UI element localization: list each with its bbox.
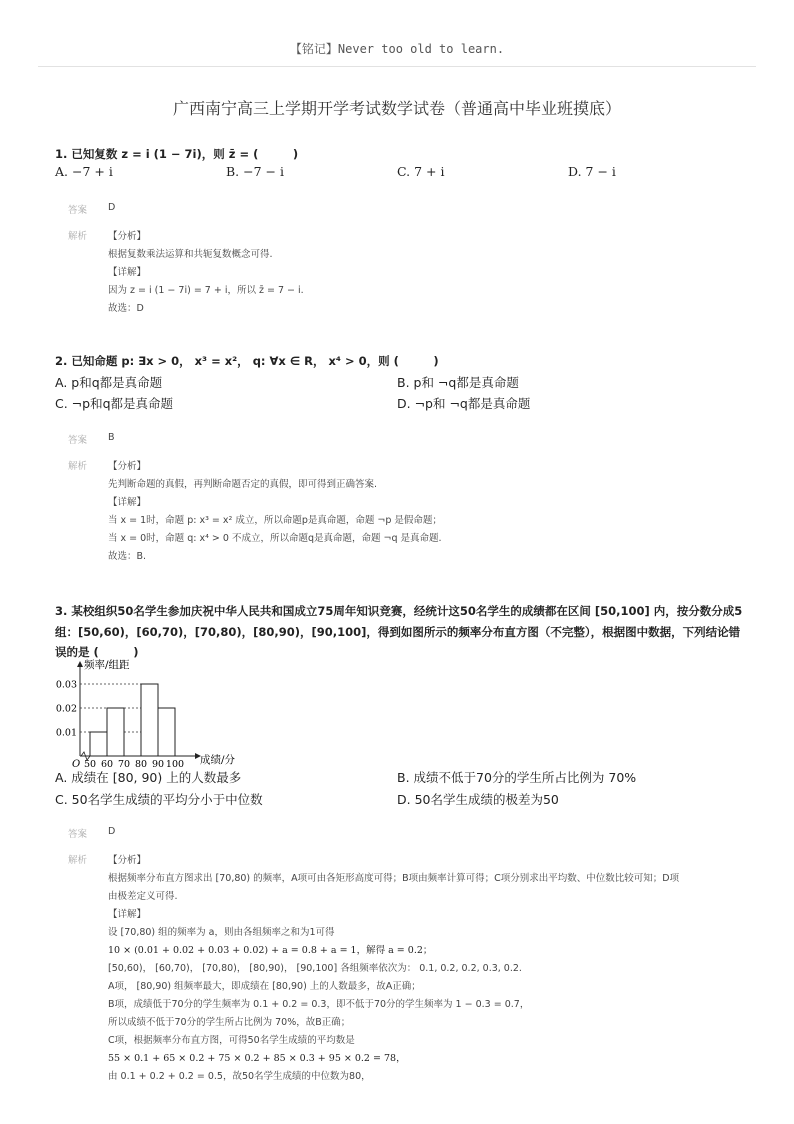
q3-stem-line: 组：[50,60)，[60,70)，[70,80)，[80,90)，[90,100]，得到如图所示的频率分布直方图（不完整），根据图中数据，下列结论错 bbox=[55, 625, 741, 639]
q1-analysis-line: 因为 z = i (1 − 7i) = 7 + i，所以 z̄ = 7 − i. bbox=[108, 285, 304, 296]
q2-analysis-line: 当 x = 1时，命题 p: x³ = x² 成立，所以命题p是真命题，命题 ¬p 是假命题； bbox=[108, 515, 442, 526]
q2-option-a: A. p和q都是真命题 bbox=[55, 375, 163, 390]
q3-analysis-line: 10 × (0.01 + 0.02 + 0.03 + 0.02) + a = 0.8 + a = 1，解得 a = 0.2； bbox=[108, 945, 433, 956]
q3-analysis-line: [50,60)， [60,70)， [70,80)， [80,90)， [90,100] 各组频率依次为： 0.1, 0.2, 0.2, 0.3, 0.2. bbox=[108, 963, 522, 974]
header-divider bbox=[38, 66, 756, 67]
q1-analysis-line: 【分析】 bbox=[108, 231, 147, 242]
q3-stem-line: 误的是 ( ) bbox=[55, 645, 139, 659]
q3-option-a: A. 成绩在 [80, 90) 上的人数最多 bbox=[55, 770, 242, 785]
histogram-bar bbox=[107, 708, 124, 756]
q3-answer-label: 答案 bbox=[68, 829, 88, 840]
q3-analysis-line: 所以成绩不低于70分的学生所占比例为 70%，故B正确； bbox=[108, 1017, 351, 1028]
origin-label: O bbox=[72, 759, 81, 768]
histogram-bar bbox=[90, 732, 107, 756]
q2-option-b: B. p和 ¬q都是真命题 bbox=[397, 375, 519, 390]
histogram-bar bbox=[141, 684, 158, 756]
q3-analysis-line: 【详解】 bbox=[108, 909, 147, 920]
q3-analysis-line: 【分析】 bbox=[108, 855, 147, 866]
x-tick-label: 50 bbox=[83, 759, 97, 768]
q1-option-c: C. 7 + i bbox=[397, 164, 445, 179]
q1-answer: D bbox=[108, 202, 116, 213]
histogram-bar bbox=[158, 708, 175, 756]
histogram-chart bbox=[50, 656, 265, 768]
x-tick-label: 80 bbox=[134, 759, 148, 768]
y-tick-label: 0.03 bbox=[55, 679, 77, 691]
q3-option-b: B. 成绩不低于70分的学生所占比例为 70% bbox=[397, 770, 637, 785]
q2-stem: 2. 已知命题 p: ∃x > 0， x³ = x²， q: ∀x ∈ R， x⁴ > 0，则 ( ) bbox=[55, 354, 439, 368]
q3-answer: D bbox=[108, 826, 116, 837]
header-motto: 【铭记】Never too old to learn. bbox=[289, 42, 505, 56]
q2-analysis-line: 故选：B. bbox=[108, 551, 147, 562]
q3-option-d: D. 50名学生成绩的极差为50 bbox=[397, 792, 559, 807]
q1-analysis-line: 【详解】 bbox=[108, 267, 147, 278]
q1-analysis-label: 解析 bbox=[68, 231, 88, 242]
q3-analysis-label: 解析 bbox=[68, 855, 88, 866]
page-title: 广西南宁高三上学期开学考试数学试卷（普通高中毕业班摸底） bbox=[172, 99, 621, 118]
x-tick-label: 90 bbox=[151, 759, 165, 768]
x-axis-label: 成绩/分 bbox=[200, 754, 236, 766]
q3-analysis-line: C项，根据频率分布直方图，可得50名学生成绩的平均数是 bbox=[108, 1035, 355, 1046]
q1-option-a: A. −7 + i bbox=[55, 164, 113, 179]
y-axis-label: 频率/组距 bbox=[84, 659, 130, 671]
q3-analysis-line: 由 0.1 + 0.2 + 0.2 = 0.5，故50名学生成绩的中位数为80， bbox=[108, 1071, 371, 1082]
q1-option-b: B. −7 − i bbox=[226, 164, 284, 179]
q2-analysis-label: 解析 bbox=[68, 461, 88, 472]
q3-analysis-line: A项， [80,90) 组频率最大，即成绩在 [80,90) 上的人数最多，故A正确； bbox=[108, 981, 421, 992]
q3-analysis-line: B项，成绩低于70分的学生频率为 0.1 + 0.2 = 0.3，即不低于70分的学生频率为 1 − 0.3 = 0.7， bbox=[108, 999, 530, 1010]
x-tick-label: 100 bbox=[165, 759, 185, 768]
q3-stem-line: 3. 某校组织50名学生参加庆祝中华人民共和国成立75周年知识竞赛，经统计这50名学生的成绩都在区间 [50,100] 内，按分数分成5 bbox=[55, 604, 743, 618]
q3-analysis-line: 由极差定义可得. bbox=[108, 891, 178, 902]
q2-option-c: C. ¬p和q都是真命题 bbox=[55, 396, 174, 411]
y-tick-label: 0.02 bbox=[55, 703, 77, 715]
q1-option-d: D. 7 − i bbox=[568, 164, 616, 179]
q3-analysis-line: 设 [70,80) 组的频率为 a，则由各组频率之和为1可得 bbox=[108, 927, 335, 938]
q1-analysis-line: 根据复数乘法运算和共轭复数概念可得. bbox=[108, 249, 273, 260]
q3-analysis-line: 根据频率分布直方图求出 [70,80) 的频率，A项可由各矩形高度可得；B项由频率计算可得；C项分别求出平均数、中位数比较可知；D项 bbox=[108, 873, 680, 884]
q2-analysis-line: 先判断命题的真假，再判断命题否定的真假，即可得到正确答案. bbox=[108, 479, 378, 490]
q2-option-d: D. ¬p和 ¬q都是真命题 bbox=[397, 396, 531, 411]
q3-analysis-line: 55 × 0.1 + 65 × 0.2 + 75 × 0.2 + 85 × 0.3 + 95 × 0.2 = 78， bbox=[108, 1053, 406, 1064]
x-tick-label: 60 bbox=[100, 759, 114, 768]
q2-answer: B bbox=[108, 432, 115, 443]
q3-option-c: C. 50名学生成绩的平均分小于中位数 bbox=[55, 792, 263, 807]
q2-analysis-line: 当 x = 0时，命题 q: x⁴ > 0 不成立，所以命题q是真命题，命题 ¬q 是真命题. bbox=[108, 533, 442, 544]
q1-analysis-line: 故选：D bbox=[108, 303, 144, 314]
q2-analysis-line: 【分析】 bbox=[108, 461, 147, 472]
q2-analysis-line: 【详解】 bbox=[108, 497, 147, 508]
x-tick-label: 70 bbox=[117, 759, 131, 768]
q2-answer-label: 答案 bbox=[68, 435, 88, 446]
y-tick-label: 0.01 bbox=[55, 727, 77, 739]
q1-stem: 1. 已知复数 z = i (1 − 7i)，则 z̄ = ( ) bbox=[55, 147, 299, 161]
q1-answer-label: 答案 bbox=[68, 205, 88, 216]
